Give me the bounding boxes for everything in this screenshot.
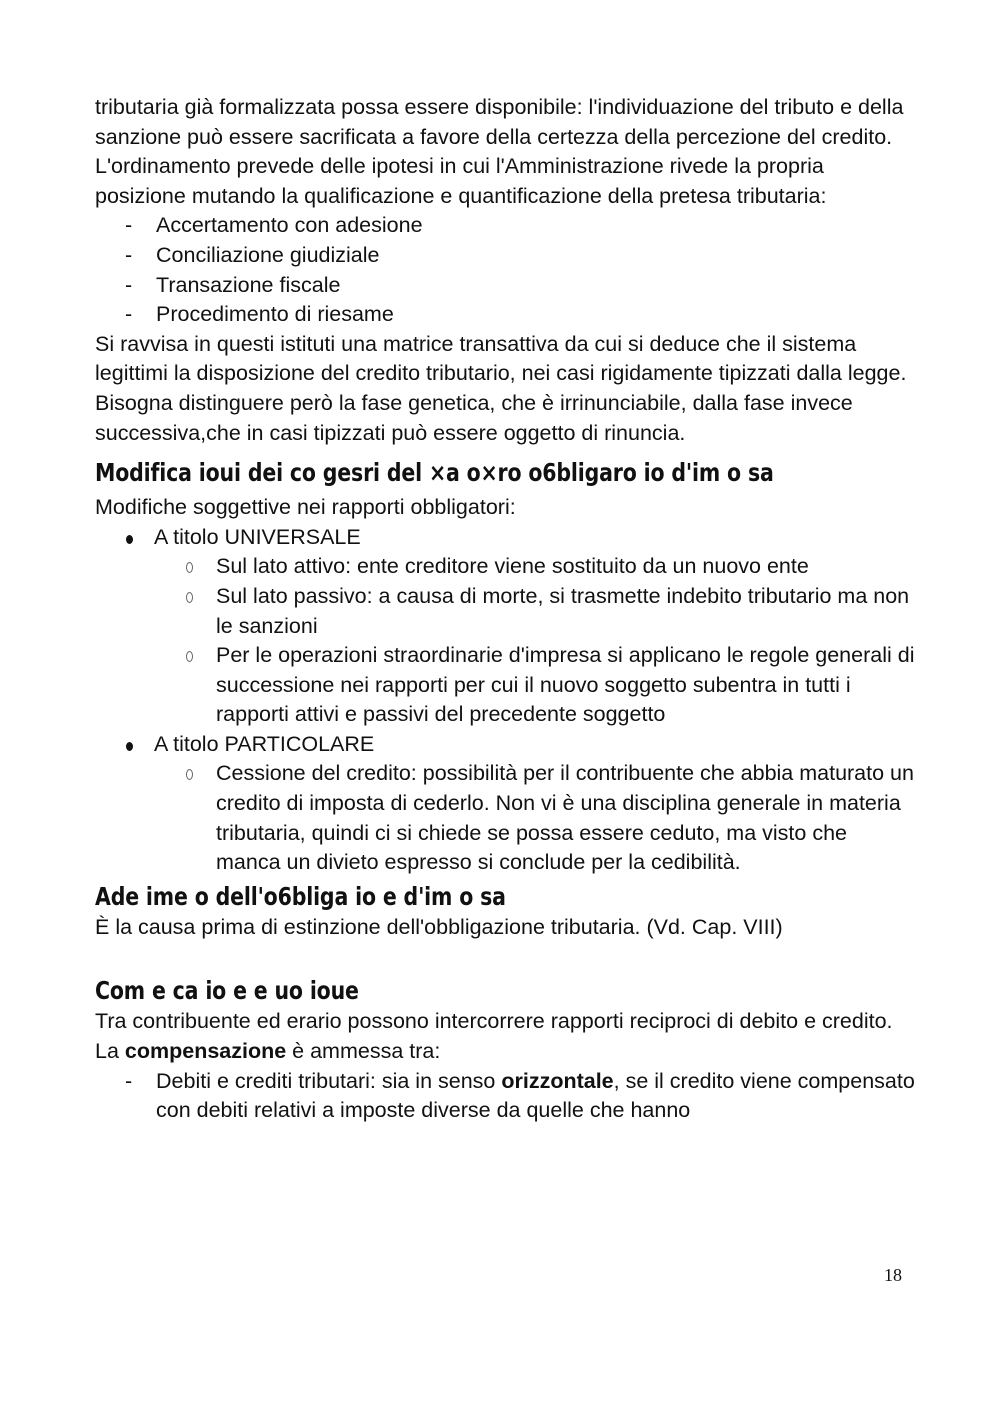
list-item-universale: A titolo UNIVERSALE Sul lato attivo: ente creditore viene sostituito da un nuovo ente Sul lato passivo: a causa di morte, si trasmette indebito tributario ma non le sanzioni Per le operazioni straordinarie d'impresa si applicano le regole generali di successione nei rapporti per cui il nuovo soggetto subentra in tutti i rapporti attivi e passivi del precedente soggetto: [95, 523, 915, 730]
section1-lead: Modifiche soggettive nei rapporti obbligatori:: [95, 495, 516, 520]
section2-text: È la causa prima di estinzione dell'obbligazione tributaria. (Vd. Cap. VIII): [95, 914, 783, 939]
sub-list-item: Cessione del credito: possibilità per il contribuente che abbia maturato un credito di imposta di cederlo. Non vi è una disciplina generale in materia tributaria, quindi ci si chiede se possa essere ceduto, ma visto che manca un divieto espresso si conclude per la cedibilità.: [95, 759, 915, 877]
bullet-dot-icon: [126, 742, 133, 751]
list-item-particolare: A titolo PARTICOLARE Cessione del credito: possibilità per il contribuente che abbia maturato un credito di imposta di cederlo. Non vi è una disciplina generale in materia tributaria, quindi ci si chiede se possa essere ceduto, ma visto che manca un divieto espresso si conclude per la cedibilità.: [95, 730, 915, 878]
list-item: - Procedimento di riesame: [95, 300, 915, 330]
dash-bullet: -: [125, 272, 133, 297]
sub-list: [154, 759, 915, 877]
list-item: - Conciliazione giudiziale: [95, 241, 915, 271]
circle-bullet-icon: [186, 769, 193, 780]
sub-list-item: Sul lato passivo: a causa di morte, si trasmette indebito tributario ma non le sanzioni: [95, 582, 915, 641]
intro-paragraph-3: Si ravvisa in questi istituti una matrice transattiva da cui si deduce che il sistema legittimi la disposizione del credito tributario, nei casi rigidamente tipizzati dalla legge. Bisogna distinguere però la fase genetica, che è irrinunciabile, dalla fase invece successiva,che in casi tipizzati può essere oggetto di rinuncia.: [95, 331, 907, 445]
circle-bullet-icon: [186, 562, 193, 573]
sub-list: [154, 552, 915, 730]
page-number: 18: [884, 1265, 902, 1285]
section3-paragraph-1: Tra contribuente ed erario possono intercorrere rapporti reciproci di debito e credito.: [95, 1009, 893, 1034]
list-item: - Debiti e crediti tributari: sia in senso orizzontale, se il credito viene compensato con debiti relativi a imposte diverse da quelle che hanno: [125, 1068, 915, 1123]
sub-list-item: Sul lato attivo: ente creditore viene sostituito da un nuovo ente: [95, 552, 915, 582]
dash-bullet: -: [125, 213, 133, 238]
compensazione-list: [95, 1067, 915, 1126]
dash-bullet: -: [125, 1068, 133, 1093]
dash-bullet: -: [125, 302, 133, 327]
bullet-dot-icon: [126, 535, 133, 544]
document-page: [95, 93, 915, 1126]
circle-bullet-icon: [186, 592, 193, 603]
section-heading-adempimento: Ade ime o dell'o6bliga io e d'im o sa: [95, 881, 506, 911]
settlement-procedures-list: [95, 211, 915, 329]
list-item: - Transazione fiscale: [95, 271, 915, 301]
section-heading-modifiche: Modifica ioui dei co gesri del ×a o×ro o6bligaro io d'im o sa: [95, 458, 774, 488]
intro-paragraph-1: tributaria già formalizzata possa essere disponibile: l'individuazione del tributo e della sanzione può essere sacrificata a favore della certezza della percezione del credito.: [95, 95, 904, 149]
list-item: - Accertamento con adesione: [95, 211, 915, 241]
section-heading-compensazione: Com e ca io e e uo ioue: [95, 976, 359, 1006]
modifiche-list: [95, 523, 915, 878]
sub-list-item: Per le operazioni straordinarie d'impresa si applicano le regole generali di successione nei rapporti per cui il nuovo soggetto subentra in tutti i rapporti attivi e passivi del precedente soggetto: [95, 641, 915, 730]
intro-paragraph-2: L'ordinamento prevede delle ipotesi in cui l'Amministrazione rivede la propria posizione mutando la qualificazione e quantificazione della pretesa tributaria:: [95, 154, 827, 208]
circle-bullet-icon: [186, 651, 193, 662]
section3-paragraph-2: La compensazione è ammessa tra:: [95, 1039, 441, 1064]
dash-bullet: -: [125, 242, 133, 267]
